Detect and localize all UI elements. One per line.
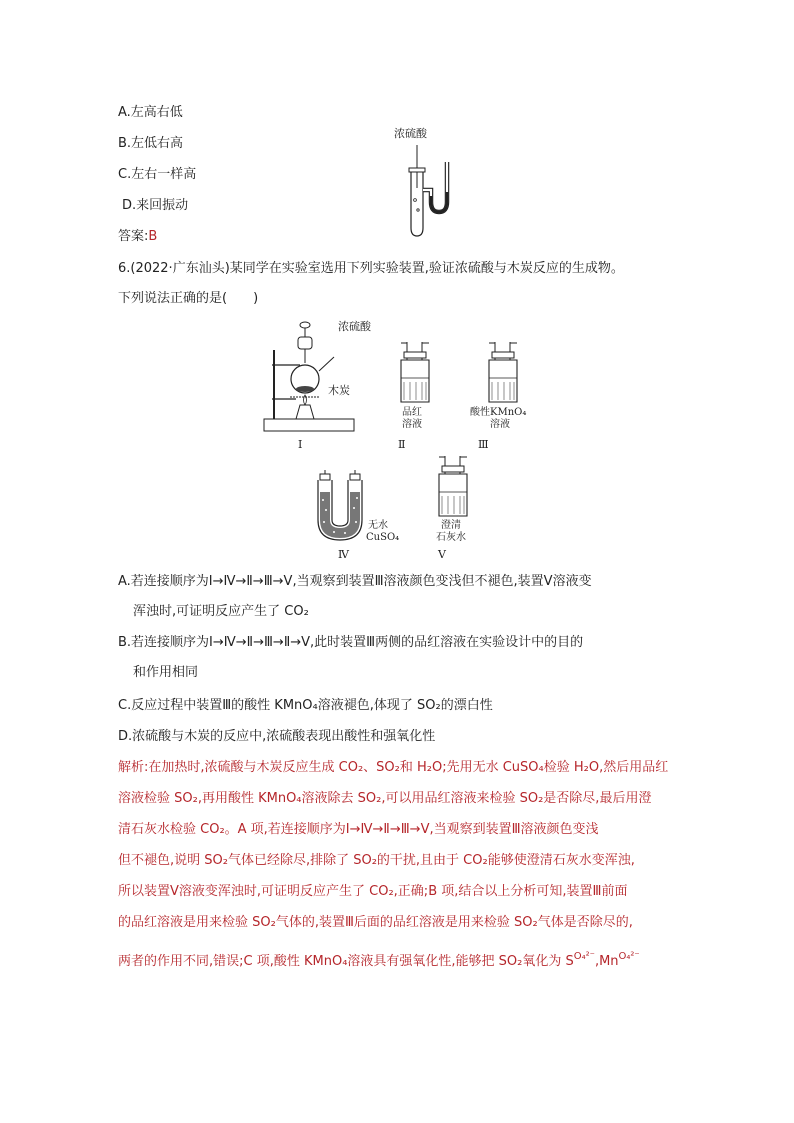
sulfate-ion-2: O₄²⁻: [618, 951, 640, 962]
answer-label: 答案:: [118, 229, 149, 244]
sulfate-ion-1: O₄²⁻: [573, 951, 595, 962]
u-tube-figure: [395, 140, 475, 240]
analysis-line-2: 溶液检验 SO₂,再用酸性 KMnO₄溶液除去 SO₂,可以用品红溶液来检验 SO₂是否除尽,最后用澄: [118, 791, 652, 806]
option-d: D.来回振动: [122, 198, 189, 213]
q6-option-a-line2: 浑浊时,可证明反应产生了 CO₂: [133, 604, 309, 619]
analysis-line-7-tail: ,Mn: [594, 954, 619, 969]
analysis-line-1: 解析:在加热时,浓硫酸与木炭反应生成 CO₂、SO₂和 H₂O;先用无水 CuSO₄检验 H₂O,然后用品红: [118, 760, 669, 775]
answer-value: B: [148, 229, 158, 244]
apparatus-i-drawing: [262, 315, 367, 435]
apparatus-iii-bottle: [483, 340, 523, 405]
analysis-line-7-text: 两者的作用不同,错误;C 项,酸性 KMnO₄溶液具有强氧化性,能够把 SO₂氧化为 S: [118, 954, 574, 969]
analysis-line-4: 但不褪色,说明 SO₂气体已经除尽,排除了 SO₂的干扰,且由于 CO₂能够使澄清石灰水变浑浊,: [118, 853, 635, 868]
apparatus-v-numeral: Ⅴ: [438, 548, 446, 561]
apparatus-ii-label1: 品红: [402, 407, 422, 418]
apparatus-v-bottle: [433, 454, 473, 519]
apparatus-iii-label1: 酸性KMnO₄: [470, 407, 527, 418]
apparatus-v-label2: 石灰水: [436, 532, 466, 543]
option-c: C.左右一样高: [118, 167, 197, 182]
q6-stem-line2: 下列说法正确的是( ): [118, 291, 259, 306]
analysis-line-3: 清石灰水检验 CO₂。A 项,若连接顺序为Ⅰ→Ⅳ→Ⅱ→Ⅲ→Ⅴ,当观察到装置Ⅲ溶液颜色变浅: [118, 822, 599, 837]
q6-option-b-line1: B.若连接顺序为Ⅰ→Ⅳ→Ⅱ→Ⅲ→Ⅱ→Ⅴ,此时装置Ⅲ两侧的品红溶液在实验设计中的目的: [118, 635, 584, 650]
option-b: B.左低右高: [118, 136, 184, 151]
apparatus-iv-label1: 无水: [368, 520, 388, 531]
analysis-line-5: 所以装置Ⅴ溶液变浑浊时,可证明反应产生了 CO₂,正确;B 项,结合以上分析可知,装置Ⅲ前面: [118, 884, 628, 899]
apparatus-iv-numeral: Ⅳ: [338, 548, 349, 561]
answer-line: [118, 228, 157, 246]
apparatus-i-numeral: Ⅰ: [298, 438, 303, 451]
q6-option-c: C.反应过程中装置Ⅲ的酸性 KMnO₄溶液褪色,体现了 SO₂的漂白性: [118, 698, 493, 713]
figure-label-acid: 浓硫酸: [394, 127, 427, 140]
q6-option-d: D.浓硫酸与木炭的反应中,浓硫酸表现出酸性和强氧化性: [118, 729, 436, 744]
apparatus-iii-numeral: Ⅲ: [478, 438, 489, 451]
q6-option-b-line2: 和作用相同: [133, 665, 199, 680]
apparatus-iv-u-tube: [312, 470, 372, 545]
apparatus-v-label1: 澄清: [441, 520, 461, 531]
option-a: A.左高右低: [118, 105, 183, 120]
apparatus-ii-numeral: Ⅱ: [398, 438, 406, 451]
analysis-line-6: 的品红溶液是用来检验 SO₂气体的,装置Ⅲ后面的品红溶液是用来检验 SO₂气体是否除尽的,: [118, 915, 633, 930]
apparatus-ii-label2: 溶液: [402, 419, 422, 430]
apparatus-ii-bottle: [395, 340, 435, 405]
q6-option-a-line1: A.若连接顺序为Ⅰ→Ⅳ→Ⅱ→Ⅲ→Ⅴ,当观察到装置Ⅲ溶液颜色变浅但不褪色,装置Ⅴ溶液变: [118, 574, 592, 589]
apparatus-iii-label2: 溶液: [490, 419, 510, 430]
analysis-line-7: [118, 953, 640, 972]
apparatus-i-charcoal-label: 木炭: [328, 384, 350, 397]
q6-stem-line1: 6.(2022·广东汕头)某同学在实验室选用下列实验装置,验证浓硫酸与木炭反应的生成物。: [118, 261, 624, 276]
apparatus-i-acid-label: 浓硫酸: [338, 320, 371, 333]
apparatus-iv-label2: CuSO₄: [366, 532, 400, 543]
